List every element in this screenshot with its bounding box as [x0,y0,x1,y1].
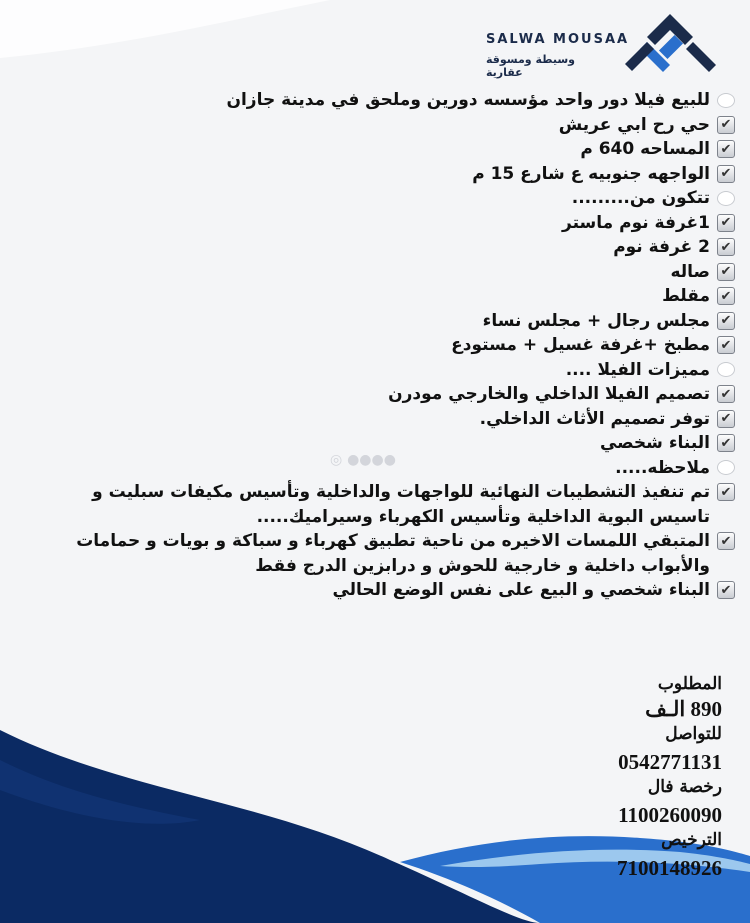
list-item-text: تتكون من......... [571,188,710,208]
checkbox-checked-icon: ✔ [716,410,736,428]
checkbox-checked-icon: ✔ [716,287,736,305]
contact-label: للتواصل [665,724,722,744]
thought-bubble-icon [716,361,736,379]
brand-tagline: وسيطة ومسوقة عقارية [486,53,575,79]
list-item-text: مقلط [662,286,710,306]
list-item-text: المتبقي اللمسات الاخيره من ناحية تطبيق كهرباء و سباكة و بويات و حمامات والأبواب داخلية و خارجية للحوش و درابزين الدرج فقط [76,531,710,576]
list-item-text: 1غرفة نوم ماستر [562,212,710,233]
list-item-text: تصميم الفيلا الداخلي والخارجي مودرن [388,384,710,404]
list-item-text: البناء شخصي و البيع على نفس الوضع الحالي [332,580,710,600]
list-item [36,480,736,529]
checkbox-checked-icon: ✔ [716,263,736,281]
list-item [36,358,736,383]
watermark: ◎ ●●●● [330,452,396,468]
list-item-text: 2 غرفة نوم [613,237,710,257]
brand-name: SALWA MOUSAA [486,32,630,47]
list-item [36,333,736,358]
price-label: المطلوب [657,674,722,694]
checkbox-checked-icon: ✔ [716,385,736,403]
fal-license-number: 1100260090 [618,803,722,827]
list-item [36,88,736,113]
brand-logo [480,10,720,80]
checkbox-checked-icon: ✔ [716,581,736,599]
fal-license-label: رخصة فال [647,777,722,797]
checkbox-checked-icon: ✔ [716,336,736,354]
checkbox-checked-icon: ✔ [716,312,736,330]
checkbox-checked-icon: ✔ [716,483,736,501]
checkbox-checked-icon: ✔ [716,116,736,134]
list-item-text: صاله [670,261,710,282]
checkbox-checked-icon: ✔ [716,238,736,256]
thought-bubble-icon [716,91,736,109]
list-item [36,235,736,260]
list-item [36,407,736,432]
thought-bubble-icon [716,189,736,207]
list-item [36,382,736,407]
list-item [36,162,736,187]
permit-number: 7100148926 [617,856,722,880]
list-item [36,578,736,603]
checkbox-checked-icon: ✔ [716,140,736,158]
logo-mark-icon [623,12,718,80]
list-item [36,431,736,456]
list-item-text: توفر تصميم الأثاث الداخلي. [479,408,710,429]
list-item [36,529,736,578]
checkbox-checked-icon: ✔ [716,532,736,550]
list-item [36,211,736,236]
list-item-text: للبيع فيلا دور واحد مؤسسه دورين وملحق في مدينة جازان [226,90,710,110]
list-item [36,186,736,211]
list-item [36,113,736,138]
list-item [36,456,736,481]
list-item-text: حي رح ابي عريش [558,114,710,135]
price-value: 890 الـف [645,697,722,721]
list-item [36,309,736,334]
checkbox-checked-icon: ✔ [716,165,736,183]
list-item-text: البناء شخصي [599,433,710,453]
checkbox-checked-icon: ✔ [716,434,736,452]
list-item-text: ملاحظه..... [615,457,710,478]
list-item [36,284,736,309]
list-item-text: مجلس رجال + مجلس نساء [482,310,710,331]
checkbox-checked-icon: ✔ [716,214,736,232]
list-item-text: مميزات الفيلا .... [565,359,710,380]
permit-label: الترخيص [661,830,722,850]
list-item [36,260,736,285]
list-item-text: المساحه 640 م [580,139,710,159]
list-item-text: الواجهه جنوبيه ع شارع 15 م [472,163,710,184]
list-item-text: مطبخ +غرفة غسيل + مستودع [451,335,710,355]
list-item-text: تم تنفيذ التشطيبات النهائية للواجهات والداخلية وتأسيس مكيفات سبليت و تاسيس البوية الداخلية وتأسيس الكهرباء وسيراميك..... [92,482,710,527]
listing-details [36,88,736,603]
thought-bubble-icon [716,459,736,477]
list-item [36,137,736,162]
phone-number[interactable]: 0542771131 [618,750,722,774]
